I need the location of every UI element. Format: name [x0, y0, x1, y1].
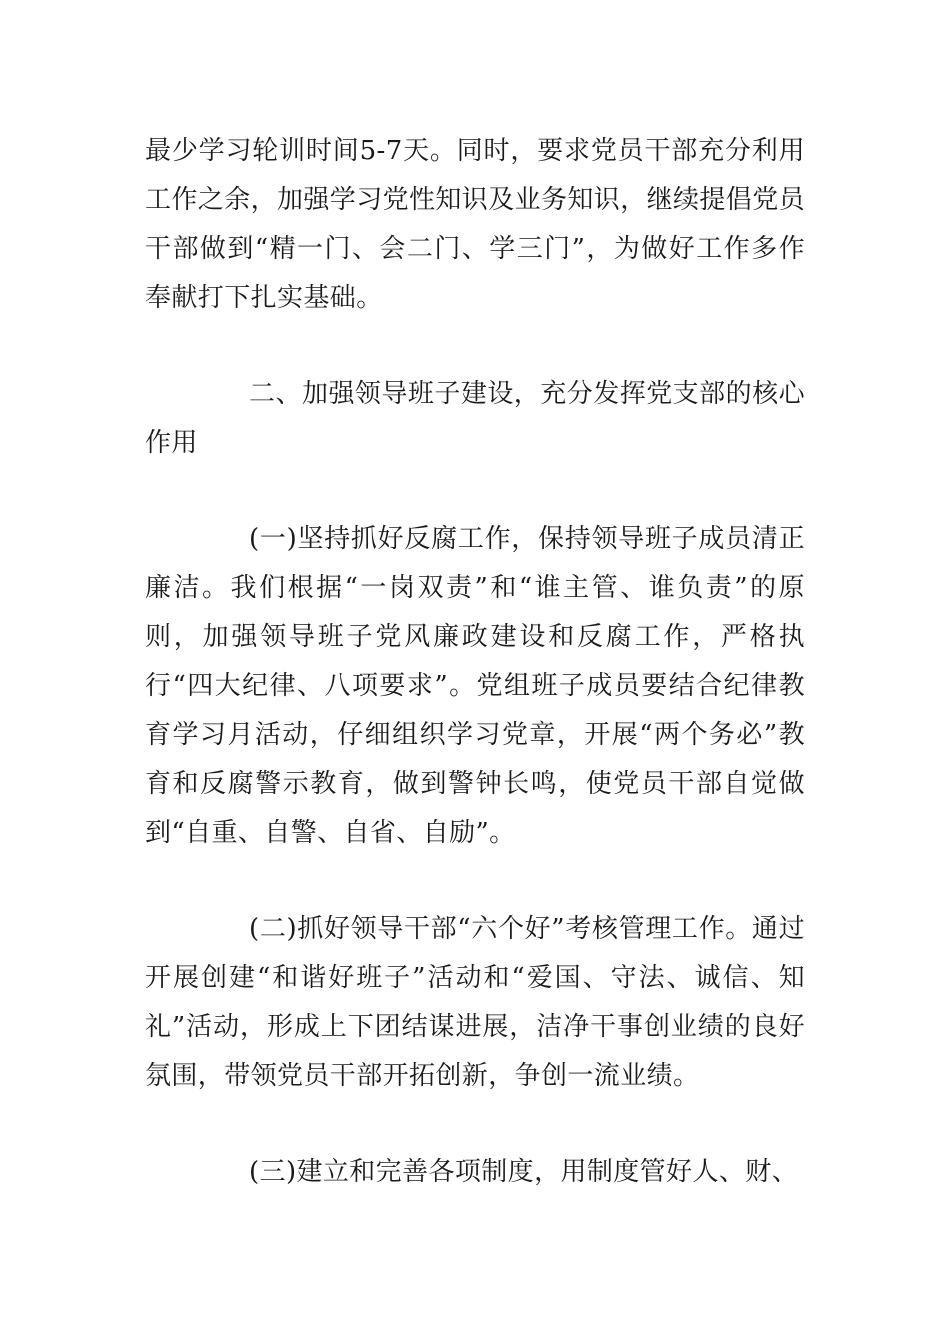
paragraph-anti-corruption: (一)坚持抓好反腐工作，保持领导班子成员清正廉洁。我们根据“一岗双责”和“谁主管、谁负责”的原则，加强领导班子党风廉政建设和反腐工作，严格执行“四大纪律、八项要求”。党组班子成员要结合纪律教育学习月活动，仔细组织学习党章，开展“两个务必”教育和反腐警示教育，做到警钟长鸣，使党员干部自觉做到“自重、自警、自省、自励”。	[145, 524, 805, 848]
paragraph-systems: (三)建立和完善各项制度，用制度管好人、财、	[249, 1157, 799, 1187]
section-heading-leadership: 二、加强领导班子建设，充分发挥党支部的核心作用	[145, 379, 805, 458]
document-body	[145, 127, 805, 1197]
paragraph-six-goods-assessment: (二)抓好领导干部“六个好”考核管理工作。通过开展创建“和谐好班子”活动和“爱国、守法、诚信、知礼”活动，形成上下团结谋进展，洁净干事创业绩的良好氛围，带领党员干部开拓创新，争创一流业绩。	[145, 914, 805, 1091]
paragraph-study-training: 最少学习轮训时间5-7天。同时，要求党员干部充分利用工作之余，加强学习党性知识及业务知识，继续提倡党员干部做到“精一门、会二门、学三门”，为做好工作多作奉献打下扎实基础。	[145, 136, 806, 313]
